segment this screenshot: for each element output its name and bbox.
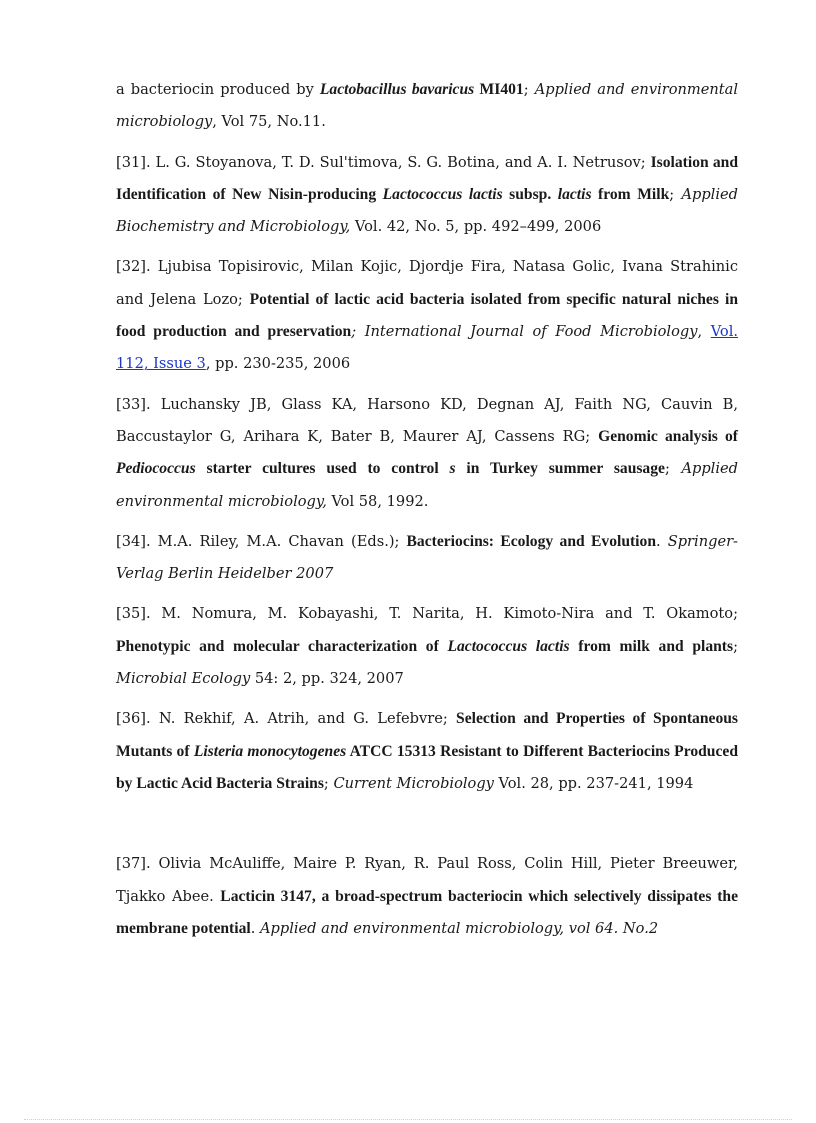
reference-text-segment: lactis [557, 185, 592, 203]
reference-text-segment: Vol. 28, pp. 237-241, 1994 [493, 774, 694, 792]
reference-text-segment: ; International Journal of Food Microbiology [351, 323, 698, 341]
page-bottom-rule [24, 1119, 792, 1120]
reference-text-segment: Applied Biochemistry and Microbiology, [116, 185, 738, 236]
reference-text-segment: Applied and environmental microbiology, vol 64. No.2 [259, 919, 659, 937]
reference-text-segment: from milk and plants [569, 637, 734, 655]
ref-34 [116, 526, 738, 591]
reference-text-segment: , pp. 230-235, 2006 [205, 355, 351, 373]
reference-text-segment: Applied environmental microbiology, [116, 460, 738, 510]
ref-32 [116, 251, 738, 380]
ref-cont [116, 74, 738, 139]
ref-37 [116, 848, 738, 945]
reference-text-segment: ATCC 15313 Resistant to Different Bacteriocins Produced by Lactic Acid Bacteria Strains [116, 742, 738, 792]
reference-text-segment: starter cultures used to control [195, 460, 450, 478]
reference-text-segment: [32]. Ljubisa Topisirovic, Milan Kojic, Djordje Fira, Natasa Golic, Ivana Strahinic and Jelena Lozo; [116, 258, 738, 308]
reference-text-segment: ; [323, 774, 334, 792]
reference-text-segment: ; [733, 637, 738, 655]
reference-text-segment: Vol. 42, No. 5, pp. 492–499, 2006 [350, 218, 602, 236]
reference-text-segment: Pediococcus [116, 460, 196, 478]
reference-text-segment: s [449, 460, 456, 478]
reference-text-segment: Selection and Properties of Spontaneous Mutants of [116, 710, 738, 760]
reference-text-segment: Lactococcus lactis [382, 185, 503, 203]
reference-text-segment: ; [523, 81, 535, 98]
reference-text-segment: Lactobacillus bavaricus [319, 81, 475, 98]
reference-text-segment: Vol 58, 1992. [326, 492, 429, 510]
reference-text-segment: , Vol 75, No.11. [212, 113, 326, 131]
ref-36 [116, 703, 738, 800]
reference-text-segment: ; [664, 460, 682, 478]
reference-text-segment: subsp. [502, 185, 558, 203]
reference-list [116, 74, 738, 953]
reference-text-segment: . [250, 919, 260, 937]
reference-text-segment: Microbial Ecology [116, 670, 251, 688]
volume-issue-link[interactable]: Vol. 112, Issue 3 [116, 323, 739, 373]
ref-35 [116, 598, 738, 695]
reference-text-segment: , [697, 323, 711, 341]
reference-text-segment: Genomic analysis of [598, 427, 738, 445]
reference-text-segment: Potential of lactic acid bacteria isolated from specific natural niches in food production and preservation [116, 290, 738, 341]
reference-text-segment: [33]. Luchansky JB, Glass KA, Harsono KD, Degnan AJ, Faith NG, Cauvin B, Baccustaylor G, Arihara K, Bater B, Maurer AJ, Cassens RG; [116, 395, 738, 445]
reference-text-segment: Springer-Verlag Berlin Heidelber 2007 [116, 532, 738, 583]
reference-text-segment: Current Microbiology [333, 774, 494, 792]
reference-text-segment: [37]. Olivia McAuliffe, Maire P. Ryan, R. Paul Ross, Colin Hill, Pieter Breeuwer, Tjakko Abee. [116, 855, 738, 905]
reference-text-segment: 54: 2, pp. 324, 2007 [250, 670, 404, 688]
reference-text-segment: [31]. L. G. Stoyanova, T. D. Sul'timova, S. G. Botina, and A. I. Netrusov; [116, 153, 651, 171]
ref-31 [116, 147, 738, 244]
reference-text-segment: [35]. M. Nomura, M. Kobayashi, T. Narita, H. Kimoto-Nira and T. Okamoto; [116, 605, 738, 623]
reference-text-segment: Isolation and Identification of New Nisin-producing [116, 153, 738, 203]
reference-text-segment: in Turkey summer sausage [455, 460, 665, 478]
reference-text-segment: Lactococcus lactis [447, 637, 570, 655]
reference-text-segment: Phenotypic and molecular characterization of [116, 637, 448, 655]
reference-text-segment: Bacteriocins: Ecology and Evolution [406, 532, 656, 550]
reference-text-segment: . [656, 532, 668, 550]
reference-text-segment: a bacteriocin produced by [116, 81, 320, 98]
reference-text-segment: [36]. N. Rekhif, A. Atrih, and G. Lefebvre; [116, 710, 457, 728]
reference-text-segment: from Milk [591, 185, 670, 203]
reference-text-segment: Applied and environmental microbiology [116, 81, 739, 131]
ref-33 [116, 389, 738, 518]
reference-text-segment: MI401 [474, 81, 524, 98]
reference-text-segment: Listeria monocytogenes [193, 742, 347, 760]
reference-text-segment: Lacticin 3147, a broad-spectrum bacteriocin which selectively dissipates the membrane potential [116, 887, 738, 937]
reference-text-segment: ; [669, 185, 682, 203]
reference-text-segment: [34]. M.A. Riley, M.A. Chavan (Eds.); [116, 532, 407, 550]
